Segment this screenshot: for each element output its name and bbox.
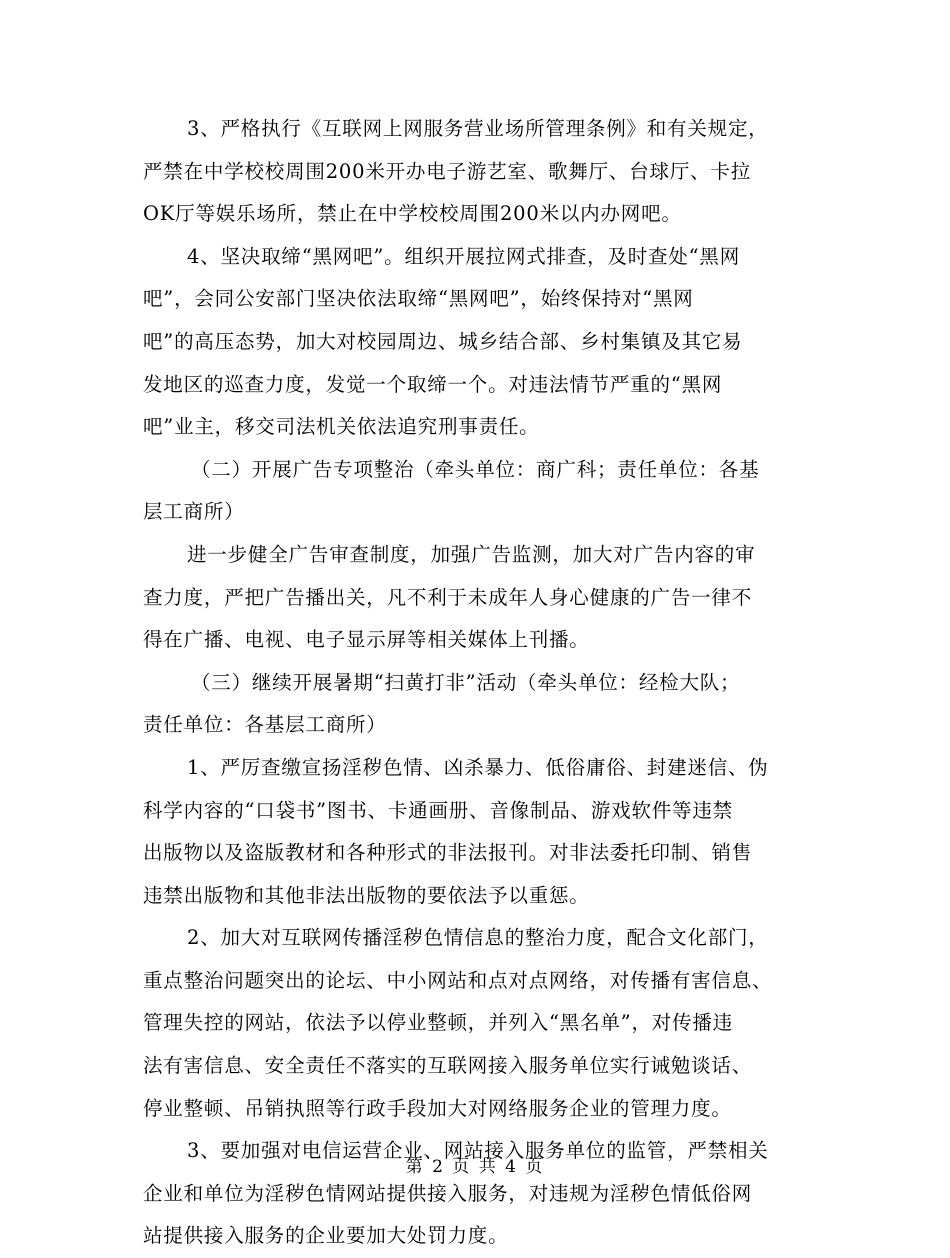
text-line: 进一步健全广告审查制度，加强广告监测，加大对广告内容的审 bbox=[187, 542, 756, 566]
text-line: 4、坚决取缔“黑网吧”。组织开展拉网式排查，及时查处“黑网 bbox=[187, 244, 741, 268]
text-line: 3、要加强对电信运营企业、网站接入服务单位的监管，严禁相关 bbox=[187, 1139, 769, 1163]
text-line: 查力度，严把广告播出关，凡不利于未成年人身心健康的广告一律不 bbox=[143, 585, 753, 609]
text-line: 停业整顿、吊销执照等行政手段加大对网络服务企业的管理力度。 bbox=[143, 1096, 732, 1120]
text-line: 吧”业主，移交司法机关依法追究刑事责任。 bbox=[143, 415, 540, 439]
text-line: 得在广播、电视、电子显示屏等相关媒体上刊播。 bbox=[143, 628, 590, 652]
section-heading-cont: 层工商所） bbox=[143, 500, 245, 524]
text-line: 2、加大对互联网传播淫秽色情信息的整治力度，配合文化部门， bbox=[187, 926, 769, 950]
text-line: 企业和单位为淫秽色情网站提供接入服务，对违规为淫秽色情低俗网 bbox=[143, 1181, 753, 1205]
text-line: 吧”的高压态势，加大对校园周边、城乡结合部、乡村集镇及其它易 bbox=[143, 329, 743, 353]
text-line: 重点整治问题突出的论坛、中小网站和点对点网络，对传播有害信息、 bbox=[143, 968, 773, 992]
section-heading-cont: 责任单位：各基层工商所） bbox=[143, 713, 387, 737]
text-line: 发地区的巡查力度，发觉一个取缔一个。对违法情节严重的“黑网 bbox=[143, 372, 723, 396]
text-line: 科学内容的“口袋书”图书、卡通画册、音像制品、游戏软件等违禁 bbox=[143, 798, 733, 822]
text-line: 1、严厉查缴宣扬淫秽色情、凶杀暴力、低俗庸俗、封建迷信、伪 bbox=[187, 755, 769, 779]
text-line: 出版物以及盗版教材和各种形式的非法报刊。对非法委托印制、销售 bbox=[143, 841, 753, 865]
page-number-footer: 第 2 页 共 4 页 bbox=[405, 1157, 545, 1177]
text-line: 管理失控的网站，依法予以停业整顿，并列入“黑名单”，对传播违 bbox=[143, 1011, 733, 1035]
text-line: OK厅等娱乐场所，禁止在中学校校周围200米以内办网吧。 bbox=[143, 202, 682, 226]
section-heading: （二）开展广告专项整治（牵头单位：商广科；责任单位：各基 bbox=[191, 457, 760, 481]
document-body bbox=[143, 108, 808, 1258]
text-line: 吧”，会同公安部门坚决依法取缔“黑网吧”，始终保持对“黑网 bbox=[143, 287, 694, 311]
text-line: 违禁出版物和其他非法出版物的要依法予以重惩。 bbox=[143, 883, 590, 907]
section-heading: （三）继续开展暑期“扫黄打非”活动（牵头单位：经检大队； bbox=[191, 670, 741, 694]
text-line: 站提供接入服务的企业要加大处罚力度。 bbox=[143, 1224, 509, 1248]
text-line: 法有害信息、安全责任不落实的互联网接入服务单位实行诫勉谈话、 bbox=[143, 1054, 753, 1078]
text-line: 严禁在中学校校周围200米开办电子游艺室、歌舞厅、台球厅、卡拉 bbox=[143, 159, 752, 183]
text-line: 3、严格执行《互联网上网服务营业场所管理条例》和有关规定， bbox=[187, 117, 769, 140]
